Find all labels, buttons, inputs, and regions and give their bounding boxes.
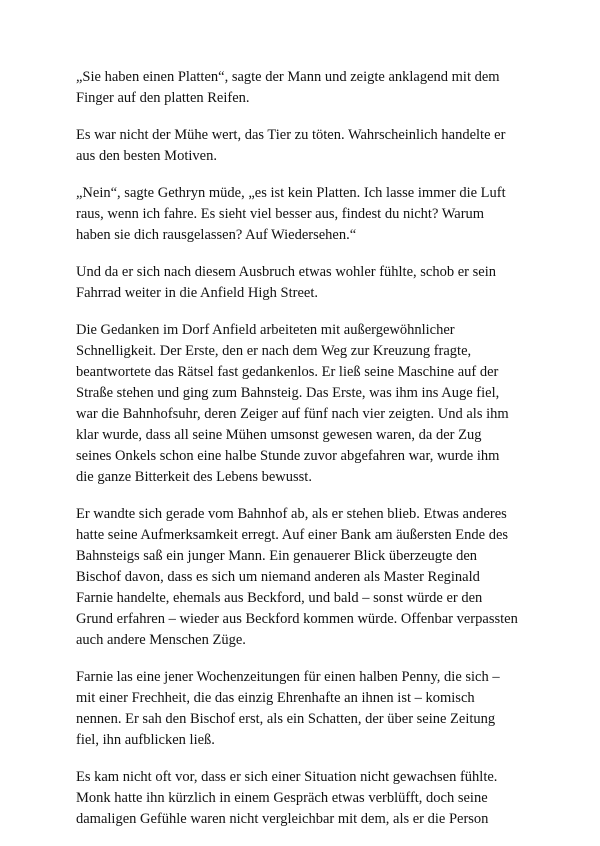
text-line: Fahrrad weiter in die Anfield High Street. [76,285,319,301]
text-line: hatte seine Aufmerksamkeit erregt. Auf einer Bank am äußersten Ende des [76,527,509,543]
text-line: Bischof davon, dass es sich um niemand anderen als Master Reginald [76,569,480,585]
text-line: beantwortete das Rätsel fast gedankenlos. Er ließ seine Maschine auf der [76,364,499,380]
text-line: aus den besten Motiven. [76,148,217,164]
paragraph [76,767,536,830]
text-line: fiel, ihn aufblicken ließ. [76,732,215,748]
text-line: Finger auf den platten Reifen. [76,90,250,106]
text-line: Bahnsteigs saß ein junger Mann. Ein genauerer Blick überzeugte den [76,548,478,564]
paragraph [76,667,536,751]
paragraph [76,125,536,167]
text-line: raus, wenn ich fahre. Es sieht viel besser aus, findest du nicht? Warum [76,206,485,222]
text-line: damaligen Gefühle waren nicht vergleichbar mit dem, als er die Person [76,811,489,827]
paragraph [76,183,536,246]
text-line: Grund erfahren – wieder aus Beckford kommen würde. Offenbar verpassten [76,611,518,627]
paragraph [76,262,536,304]
text-line: Er wandte sich gerade vom Bahnhof ab, als er stehen blieb. Etwas anderes [76,506,507,522]
document-body [76,67,536,846]
text-line: Schnelligkeit. Der Erste, den er nach dem Weg zur Kreuzung fragte, [76,343,472,359]
text-line: Straße stehen und ging zum Bahnsteig. Das Erste, was ihm ins Auge fiel, [76,385,500,401]
text-line: „Nein“, sagte Gethryn müde, „es ist kein Platten. Ich lasse immer die Luft [76,185,506,201]
text-line: Monk hatte ihn kürzlich in einem Gespräch etwas verblüfft, doch seine [76,790,488,806]
text-line: mit einer Frechheit, die das einzig Ehrenhafte an ihnen ist – komisch [76,690,475,706]
paragraph [76,504,536,651]
text-line: die ganze Bitterkeit des Lebens bewusst. [76,469,312,485]
text-line: Und da er sich nach diesem Ausbruch etwas wohler fühlte, schob er sein [76,264,496,280]
text-line: Es kam nicht oft vor, dass er sich einer Situation nicht gewachsen fühlte. [76,769,498,785]
text-line: seines Onkels schon eine halbe Stunde zuvor abgefahren war, wurde ihm [76,448,500,464]
paragraph [76,67,536,109]
text-line: war die Bahnhofsuhr, deren Zeiger auf fünf nach vier zeigten. Und als ihm [76,406,509,422]
text-line: auch andere Menschen Züge. [76,632,246,648]
text-line: Es war nicht der Mühe wert, das Tier zu töten. Wahrscheinlich handelte er [76,127,506,143]
text-line: „Sie haben einen Platten“, sagte der Mann und zeigte anklagend mit dem [76,69,500,85]
paragraph [76,320,536,488]
text-line: klar wurde, dass all seine Mühen umsonst gewesen waren, da der Zug [76,427,482,443]
text-line: Farnie las eine jener Wochenzeitungen für einen halben Penny, die sich – [76,669,500,685]
text-line: Farnie handelte, ehemals aus Beckford, und bald – sonst würde er den [76,590,483,606]
text-line: haben sie dich rausgelassen? Auf Wiedersehen.“ [76,227,357,243]
text-line: Die Gedanken im Dorf Anfield arbeiteten mit außergewöhnlicher [76,322,455,338]
text-line: nennen. Er sah den Bischof erst, als ein Schatten, der über seine Zeitung [76,711,496,727]
